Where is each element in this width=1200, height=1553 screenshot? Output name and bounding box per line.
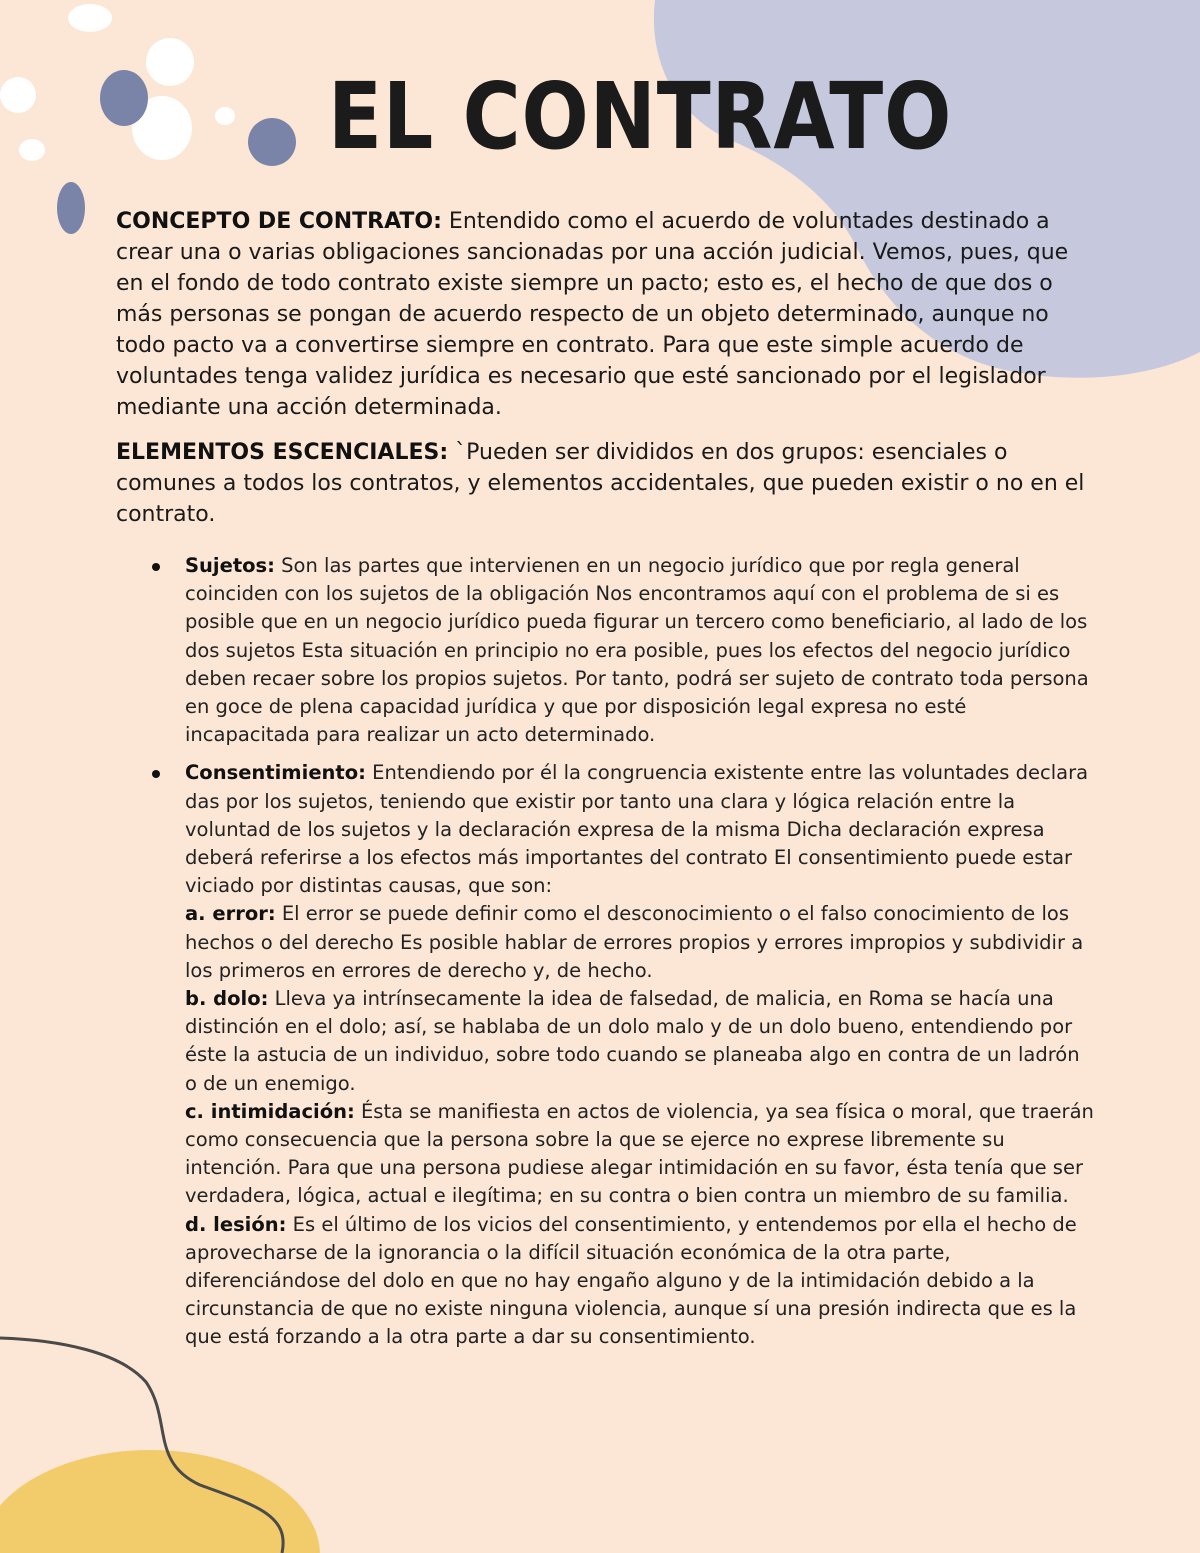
subitem-text: Lleva ya intrínsecamente la idea de falsedad, de malicia, en Roma se hacía una distinción en el dolo; así, se hablaba de un dolo malo y de un dolo bueno, entendiendo por éste la astucia de un individuo, sobre todo cuando se planeaba algo en contra de un ladrón o de un enemigo.	[185, 987, 1080, 1095]
subitem-dolo	[185, 985, 1095, 1098]
subitem-intimidacion	[185, 1098, 1095, 1211]
subitem-text: Es el último de los vicios del consentimiento, y entendemos por ella el hecho de aprovecharse de la ignorancia o la difícil situación económica de la otra parte, diferenciándose del dolo en que no hay engaño alguno y de la intimidación debido a la circunstancia de que no existe ninguna violencia, aunque sí una presión indirecta que es la que está forzando a la otra parte a dar su consentimiento.	[185, 1212, 1077, 1349]
list-item-sujetos	[185, 552, 1095, 749]
item-label: Consentimiento:	[185, 761, 366, 785]
subitem-label: d. lesión:	[185, 1212, 287, 1236]
concept-label: CONCEPTO DE CONTRATO:	[116, 209, 442, 234]
item-label: Sujetos:	[185, 554, 275, 577]
concept-text: Entendido como el acuerdo de voluntades destinado a crear una o varias obligaciones sancionadas por una acción judicial. Vemos, pues, que en el fondo de todo contrato existe siempre un pacto; esto es, el hecho de que dos o más personas se pongan de acuerdo respecto de un objeto determinado, aunque no todo pacto va a convertirse siempre en contrato. Para que este simple acuerdo de voluntades tenga validez jurídica es necesario que esté sancionado por el legislador mediante una acción determinada.	[116, 209, 1069, 420]
subitem-label: a. error:	[185, 902, 276, 926]
subitem-label: c. intimidación:	[185, 1099, 355, 1123]
subitem-label: b. dolo:	[185, 987, 269, 1011]
subitem-error	[185, 900, 1095, 985]
elements-label: ELEMENTOS ESCENCIALES:	[116, 440, 449, 465]
item-text: Son las partes que intervienen en un negocio jurídico que por regla general coinciden con los sujetos de la obligación Nos encontramos aquí con el problema de si es posible que en un negocio jurídico pueda figurar un tercero como beneficiario, al lado de los dos sujetos Esta situación en principio no era posible, pues los efectos del negocio jurídico deben recaer sobre los propios sujetos. Por tanto, podrá ser sujeto de contrato toda persona en goce de plena capacidad jurídica y que por disposición legal expresa no esté incapacitada para realizar un acto determinado.	[185, 554, 1089, 747]
page-title: EL CONTRATO	[328, 63, 953, 170]
bullet-icon	[152, 770, 160, 778]
subitem-lesion	[185, 1211, 1095, 1352]
bullet-icon	[152, 563, 160, 571]
elements-list	[185, 552, 1095, 1362]
list-item-consentimiento	[185, 759, 1095, 1351]
elements-paragraph	[116, 437, 1101, 530]
elements-text: `Pueden ser divididos en dos grupos: esenciales o comunes a todos los contratos, y elementos accidentales, que pueden existir o no en el contrato.	[116, 440, 1085, 527]
item-text: Entendiendo por él la congruencia existente entre las voluntades declara das por los sujetos, teniendo que existir por tanto una clara y lógica relación entre la voluntad de los sujetos y la declaración expresa de la misma Dicha declaración expresa deberá referirse a los efectos más importantes del contrato El consentimiento puede estar viciado por distintas causas, que son:	[185, 761, 1089, 898]
subitem-text: Ésta se manifiesta en actos de violencia, ya sea física o moral, que traerán como consecuencia que la persona sobre la que se ejerce no exprese libremente su intención. Para que una persona pudiese alegar intimidación en su favor, ésta tenía que ser verdadera, lógica, actual e ilegítima; en su contra o bien contra un miembro de su familia.	[185, 1099, 1094, 1208]
concept-paragraph	[116, 206, 1101, 423]
subitem-text: El error se puede definir como el desconocimiento o el falso conocimiento de los hechos o del derecho Es posible hablar de errores propios y errores impropios y subdividir a los primeros en errores de derecho y, de hecho.	[185, 902, 1084, 982]
